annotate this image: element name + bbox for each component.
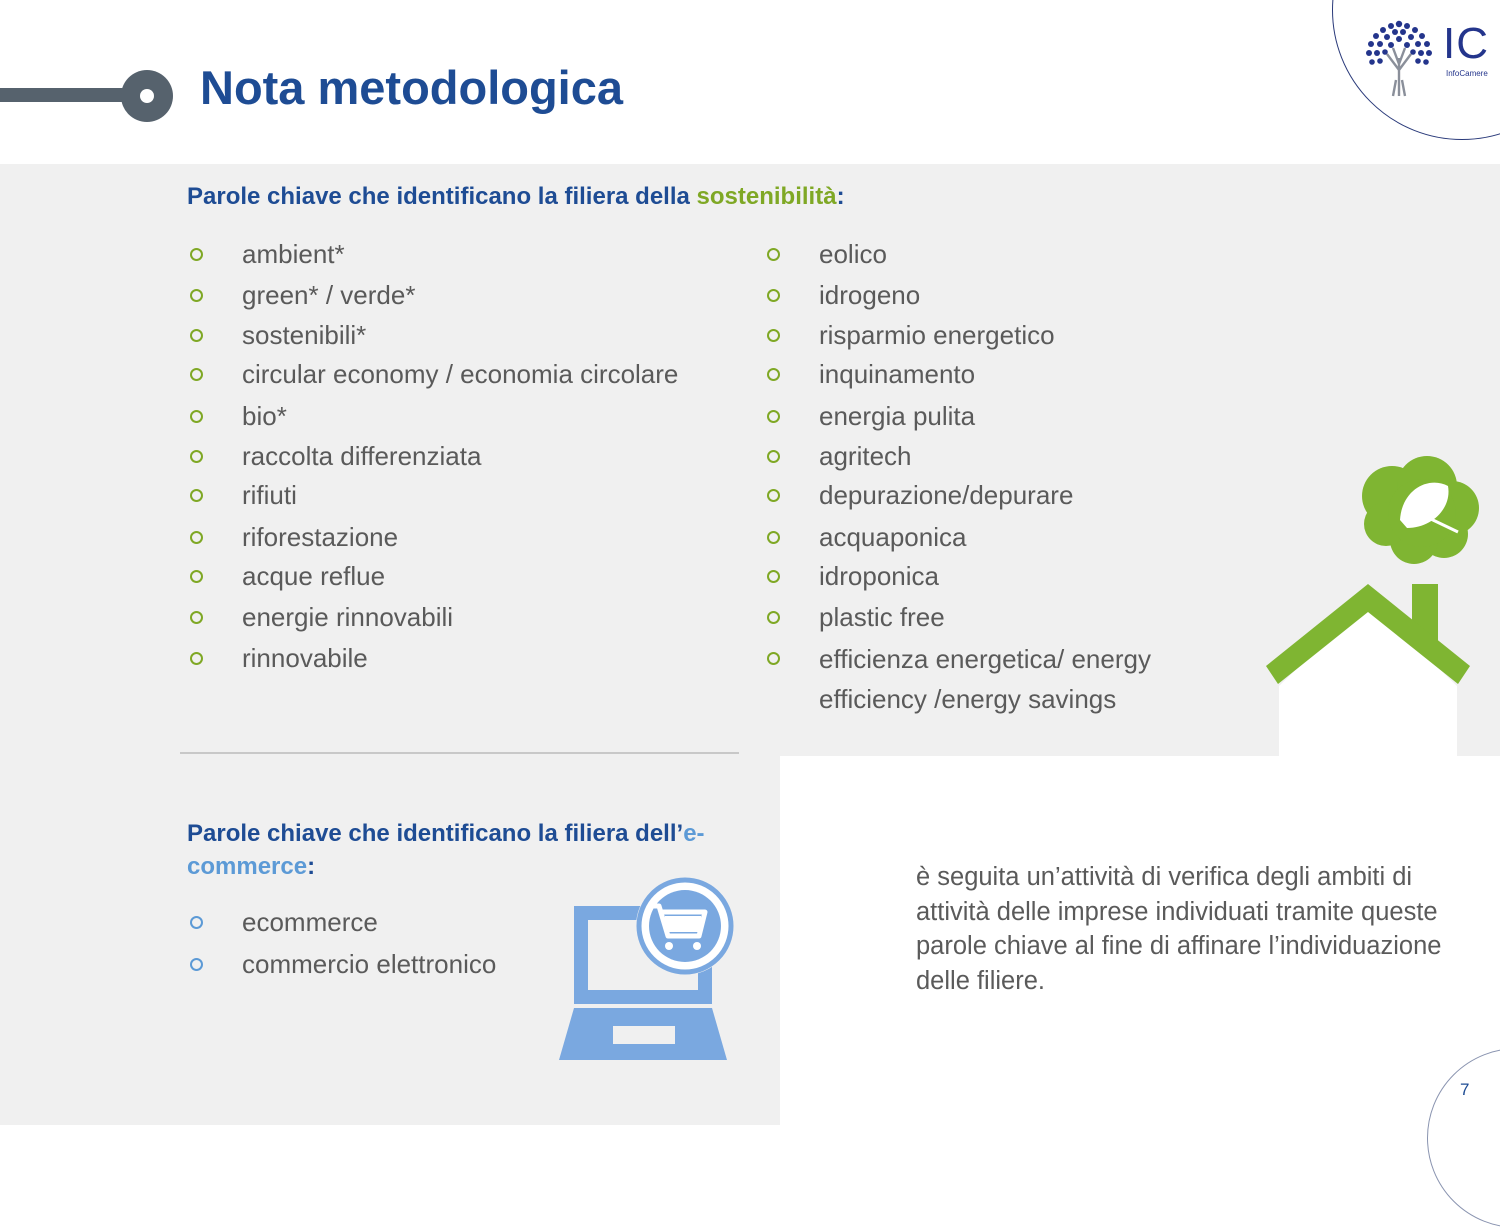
keyword-text: acquaponica	[819, 522, 967, 552]
heading-suffix: :	[836, 183, 845, 210]
bullet-icon	[190, 289, 203, 302]
bullet-icon	[190, 368, 203, 381]
bullet-icon	[767, 611, 780, 624]
page-number-arc	[1427, 1048, 1500, 1228]
keyword-text: raccolta differenziata	[242, 441, 482, 471]
page-number: 7	[1460, 1080, 1470, 1099]
keyword-text: riforestazione	[242, 522, 399, 552]
bullet-icon	[767, 531, 780, 544]
keyword-text: green* / verde*	[242, 280, 416, 310]
section-divider	[180, 752, 739, 754]
bullet-icon	[190, 570, 203, 583]
keyword-text: idroponica	[819, 561, 939, 591]
bullet-icon	[767, 410, 780, 423]
header-bar	[0, 88, 140, 102]
heading-suffix: :	[307, 853, 316, 880]
bullet-icon	[190, 248, 203, 261]
keyword-text: agritech	[819, 441, 912, 471]
heading-prefix: Parole chiave che identificano la filiera della	[187, 183, 697, 210]
keyword-text: eolico	[819, 239, 887, 269]
bullet-icon	[190, 410, 203, 423]
keyword-text: commercio elettronico	[242, 949, 497, 979]
bullet-icon	[190, 652, 203, 665]
bullet-icon	[767, 289, 780, 302]
keyword-text: energie rinnovabili	[242, 602, 454, 632]
bullet-icon	[767, 329, 780, 342]
keyword-text: rifiuti	[242, 480, 297, 510]
keyword-text: plastic free	[819, 602, 945, 632]
sustainability-heading	[187, 180, 845, 213]
keyword-text: sostenibili*	[242, 320, 367, 350]
heading-prefix: Parole chiave che identificano la filiera dell’	[187, 820, 684, 847]
keyword-text: acque reflue	[242, 561, 386, 591]
keyword-text: depurazione/depurare	[819, 480, 1074, 510]
bullet-icon	[190, 916, 203, 929]
keyword-text: efficienza energetica/ energy efficiency /energy savings	[819, 644, 1151, 714]
logo-subtext: InfoCamere	[1446, 69, 1488, 78]
heading-highlight: sostenibilità	[696, 183, 837, 210]
page-title: Nota metodologica	[200, 61, 624, 114]
bullet-icon	[767, 450, 780, 463]
keyword-text: circular economy / economia circolare	[242, 359, 679, 389]
infocamere-tree-logo-icon	[1363, 18, 1435, 98]
header-knob-dot	[140, 89, 154, 103]
keyword-text: rinnovabile	[242, 643, 368, 673]
bullet-icon	[190, 450, 203, 463]
house-leaf-icon	[1262, 448, 1482, 758]
bullet-icon	[190, 958, 203, 971]
bullet-icon	[190, 489, 203, 502]
logo-ic-text: IC	[1443, 19, 1489, 68]
bullet-icon	[767, 489, 780, 502]
laptop-cart-icon	[555, 874, 740, 1066]
bullet-icon	[767, 652, 780, 665]
keyword-text: ecommerce	[242, 907, 378, 937]
heading-highlight: e-commerce	[187, 820, 705, 880]
note-text: è seguita un’attività di verifica degli ambiti di attività delle imprese individuati tramite queste parole chiave al fine di affinare l’individuazione delle filiere.	[916, 863, 1442, 995]
keyword-text: idrogeno	[819, 280, 921, 310]
keyword-text: bio*	[242, 401, 287, 431]
keyword-text: energia pulita	[819, 401, 976, 431]
keyword-text: ambient*	[242, 239, 345, 269]
keyword-text: risparmio energetico	[819, 320, 1055, 350]
bullet-icon	[190, 329, 203, 342]
bullet-icon	[767, 248, 780, 261]
bullet-icon	[190, 611, 203, 624]
bullet-icon	[190, 531, 203, 544]
bullet-icon	[767, 570, 780, 583]
bullet-icon	[767, 368, 780, 381]
keyword-text: inquinamento	[819, 359, 976, 389]
